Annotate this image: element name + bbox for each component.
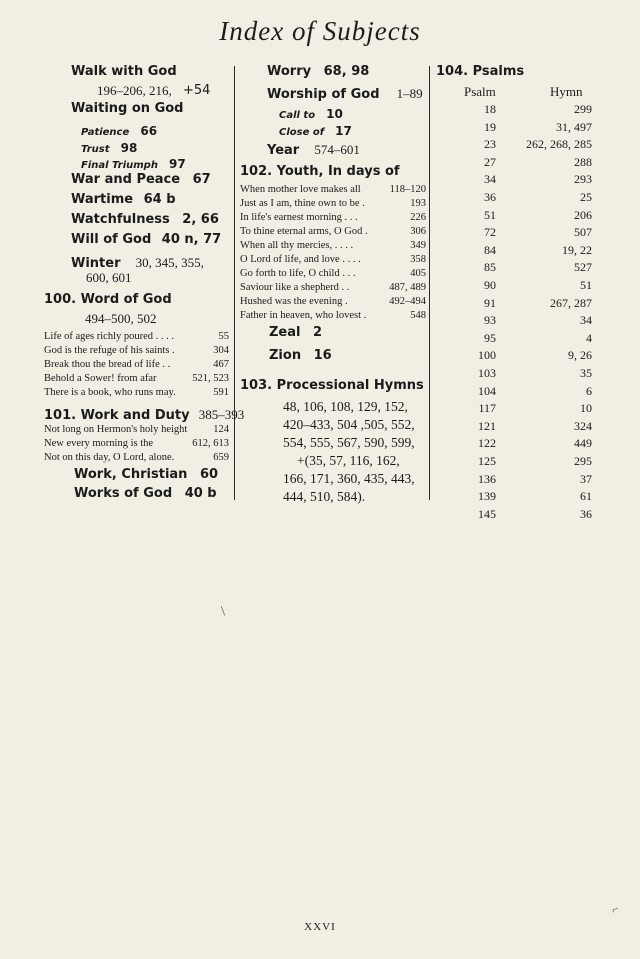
entry-work-christian: Work, Christian 60	[74, 467, 219, 482]
entry-winter: Winter 30, 345, 355,	[71, 255, 204, 271]
psalm-column-header: Psalm	[464, 84, 496, 99]
entry-will-of-god: Will of God 40 n, 77	[71, 232, 222, 247]
sub-entry-close-of: Close of 17	[279, 124, 352, 138]
page-number: XXVI	[304, 921, 336, 933]
table-row: 34 293	[484, 172, 592, 187]
table-row: 104 6	[478, 383, 592, 398]
table-row: 103 35	[478, 366, 592, 380]
table-row: 18 299	[484, 102, 592, 116]
processional-refs-line: 554, 555, 567, 590, 599,	[283, 435, 415, 450]
column-divider	[234, 66, 235, 500]
entry-wartime: Wartime 64 b	[71, 192, 176, 207]
hymn-column-header: Hymn	[550, 84, 583, 99]
table-row: 136 37	[478, 471, 592, 486]
entry-refs: 494–500, 502	[85, 311, 157, 326]
entry-refs: +54	[183, 83, 211, 98]
sub-entry-final-triumph: Final Triumph 97	[81, 157, 186, 171]
sub-entry-call-to: Call to 10	[279, 107, 343, 121]
entry-refs: 196–206, 216,	[97, 83, 172, 98]
page-title: Index of Subjects	[219, 16, 421, 46]
table-row: 93 34	[484, 313, 592, 328]
table-row: 139 61	[478, 489, 592, 504]
table-row: 91 267, 287	[484, 295, 592, 310]
table-row: 100 9, 26	[478, 348, 592, 363]
table-row: 95 4	[484, 330, 592, 345]
table-row: 125 295	[478, 454, 592, 468]
table-row: 117 10	[478, 401, 592, 416]
table-row: 145 36	[478, 506, 592, 521]
entry-worship-of-god: Worship of God 1–89	[267, 86, 423, 102]
sub-entry-patience: Patience 66	[81, 124, 158, 138]
entry-watchfulness: Watchfulness 2, 66	[71, 212, 219, 227]
processional-refs-line: 444, 510, 584).	[283, 489, 366, 504]
entry-walk-with-god: Walk with God	[71, 64, 177, 79]
entry-waiting-on-god: Waiting on God	[71, 101, 184, 116]
entry-year: Year 574–601	[267, 142, 360, 158]
table-row: 23 262, 268, 285	[484, 137, 592, 152]
section-psalms: 104. Psalms	[436, 64, 525, 79]
table-row: 19 31, 497	[484, 119, 592, 134]
section-youth: 102. Youth, In days of	[240, 164, 400, 179]
table-row: 51 206	[484, 207, 592, 222]
table-row: 84 19, 22	[484, 242, 592, 257]
entry-zeal: Zeal 2	[269, 325, 323, 340]
section-processional-hymns: 103. Processional Hymns	[240, 378, 424, 393]
table-row: 90 51	[484, 278, 592, 292]
entry-works-of-god: Works of God 40 b	[74, 486, 217, 501]
table-row: 72 507	[484, 225, 592, 240]
sub-entry-trust: Trust 98	[81, 141, 138, 155]
table-row: 122 449	[478, 436, 592, 451]
section-word-of-god: 100. Word of God	[44, 292, 172, 307]
stray-pencil-mark: /	[217, 604, 230, 619]
processional-refs-line: 166, 171, 360, 435, 443,	[283, 471, 415, 486]
entry-zion: Zion 16	[269, 348, 332, 363]
processional-refs-line: +(35, 57, 116, 162,	[297, 453, 400, 468]
entry-refs: 600, 601	[86, 270, 132, 285]
entry-worry: Worry 68, 98	[267, 64, 370, 79]
table-row: 85 527	[484, 260, 592, 275]
processional-refs-line: 48, 106, 108, 129, 152,	[283, 399, 408, 414]
entry-war-and-peace: War and Peace 67	[71, 172, 211, 187]
processional-refs-line: 420–433, 504 ,505, 552,	[283, 417, 415, 432]
table-row: 27 288	[484, 154, 592, 169]
table-row: 36 25	[484, 190, 592, 204]
section-work-and-duty: 101. Work and Duty 385–393	[44, 407, 245, 423]
table-row: 121 324	[478, 418, 592, 433]
column-divider	[429, 66, 430, 500]
stray-pencil-mark: ⌐	[610, 901, 621, 917]
